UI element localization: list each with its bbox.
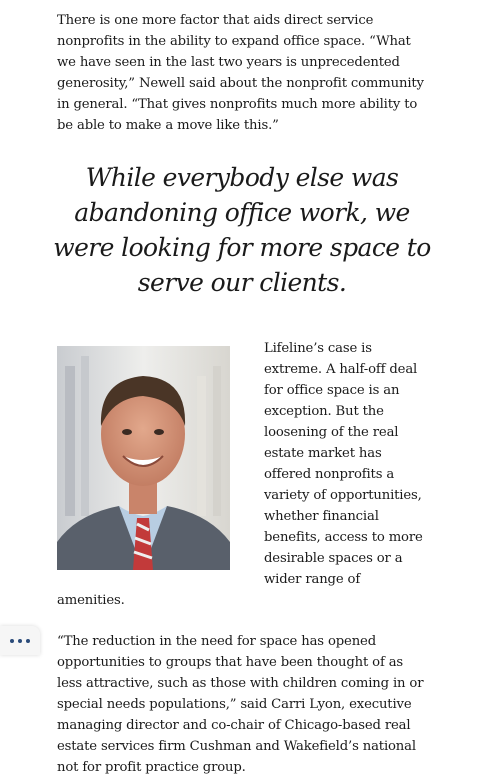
pull-quote: While everybody else was abandoning office work, we were looking for more space to serve our clients.	[53, 163, 431, 297]
ellipsis-icon	[18, 639, 22, 643]
ellipsis-icon	[10, 639, 14, 643]
more-options-button[interactable]	[0, 626, 40, 655]
article-body	[53, 10, 431, 778]
article-paragraph: Lifeline’s case is extreme. A half-off deal for office space is an exception. But the loosening of the real estate market has offered nonprofits a variety of opportunities, whether financial benefits, access to more desirable spaces or a wider range of amenities.	[57, 341, 423, 608]
article-paragraph: “The reduction in the need for space has opened opportunities to groups that have been thought of as less attractive, such as those with children coming in or special needs populations,” said Carri Lyon, executive managing director and co-chair of Chicago-based real estate services firm Cushman and Wakefield’s national not for profit practice group.	[57, 634, 424, 775]
portrait-photo	[57, 346, 230, 570]
article-figure-section	[57, 338, 427, 778]
ellipsis-icon	[26, 639, 30, 643]
article-paragraph: There is one more factor that aids direct service nonprofits in the ability to expand office space. “What we have seen in the last two years is unprecedented generosity,” Newell said about the nonprofit community in general. “That gives nonprofits much more ability to be able to make a move like this.”	[57, 13, 424, 133]
